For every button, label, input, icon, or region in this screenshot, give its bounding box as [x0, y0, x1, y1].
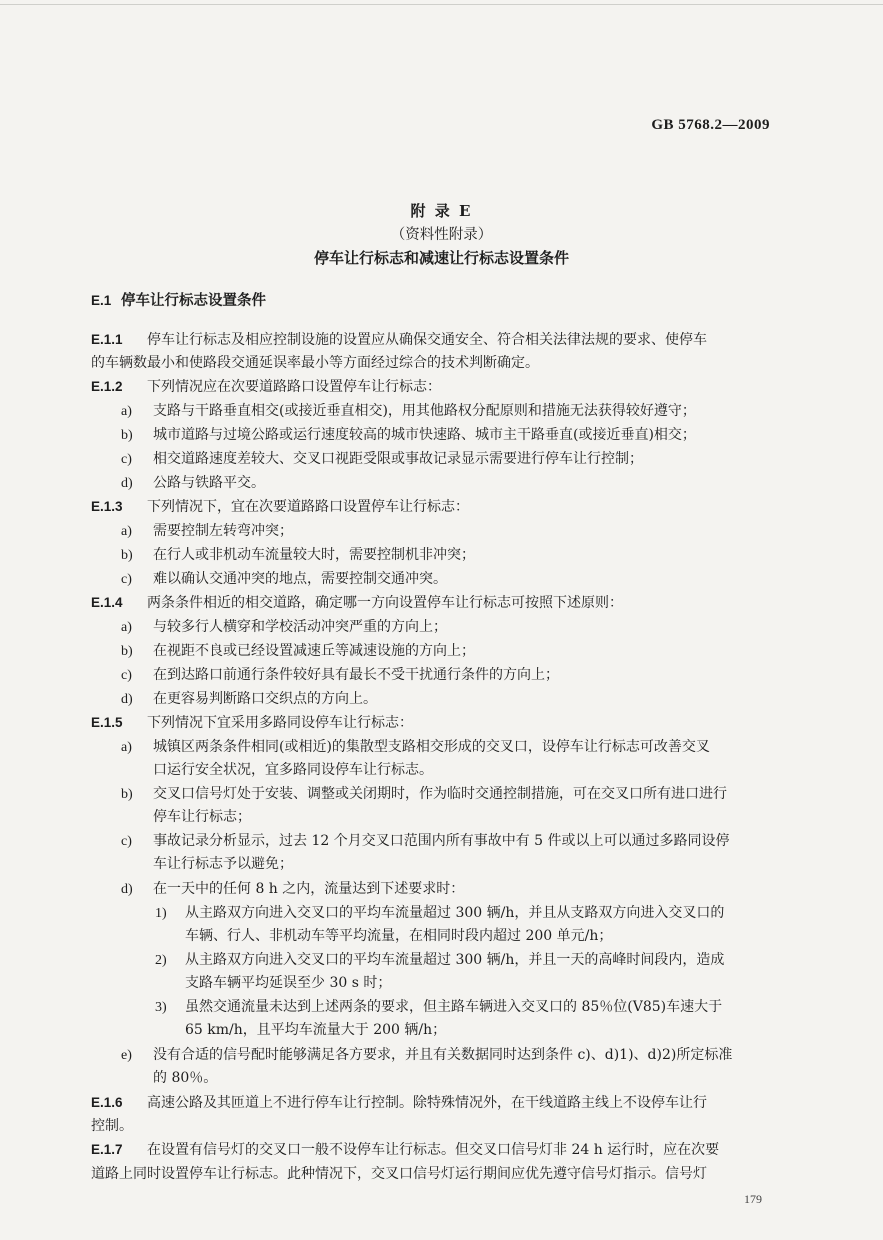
clause-line [91, 353, 791, 373]
clause-line [91, 330, 791, 350]
sub-item [155, 903, 855, 924]
section-heading [91, 291, 791, 311]
sub-item [155, 997, 855, 1018]
clause-number: E.1.3 [91, 499, 123, 514]
item-text: 在行人或非机动车流量较大时，需要控制机非冲突； [153, 547, 475, 563]
sub-item-text: 虽然交通流量未达到上述两条的要求，但主路车辆进入交叉口的 85％位(V85)车速大于 [185, 999, 723, 1015]
item-mark: c) [121, 834, 132, 849]
item-text: 在视距不良或已经设置减速丘等减速设施的方向上； [153, 643, 475, 659]
clause-number: E.1.5 [91, 715, 123, 730]
clause-text: 高速公路及其匝道上不进行停车让行控制。除特殊情况外，在干线道路主线上不设停车让行 [147, 1095, 707, 1111]
list-item [121, 449, 821, 470]
list-item [121, 425, 821, 446]
item-mark: c) [121, 572, 132, 587]
item-text: 停车让行标志； [153, 809, 251, 825]
sub-item-text: 从主路双方向进入交叉口的平均车流量超过 300 辆/h，并且一天的高峰时间段内，造成 [185, 952, 725, 968]
item-mark: b) [121, 548, 133, 563]
list-item [121, 545, 821, 566]
clause-line [91, 593, 791, 613]
clause-number: E.1.4 [91, 595, 123, 610]
list-item [121, 879, 821, 900]
list-item [121, 569, 821, 590]
item-text: 口运行安全状况，宜多路同设停车让行标志。 [153, 762, 433, 778]
list-item [121, 401, 821, 422]
sub-item-text: 支路车辆平均延误至少 30 s 时； [185, 975, 392, 991]
item-text: 事故记录分析显示，过去 12 个月交叉口范围内所有事故中有 5 件或以上可以通过多路同设停 [153, 833, 730, 849]
item-text: 相交道路速度差较大、交叉口视距受限或事故记录显示需要进行停车让行控制； [153, 451, 643, 467]
item-mark: b) [121, 428, 133, 443]
item-text: 城镇区两条条件相同(或相近)的集散型支路相交形成的交叉口，设停车让行标志可改善交叉 [153, 739, 710, 755]
appendix-type: （资料性附录） [390, 227, 493, 243]
clause-number: E.1.6 [91, 1095, 123, 1110]
list-item [121, 473, 821, 494]
appendix-title: 附 录 E [410, 202, 473, 220]
item-text: 公路与铁路平交。 [153, 475, 265, 491]
standard-code: GB 5768.2—2009 [651, 117, 770, 133]
item-text: 支路与干路垂直相交(或接近垂直相交)，用其他路权分配原则和措施无法获得较好遵守； [153, 403, 696, 419]
item-mark: b) [121, 644, 133, 659]
clause-text: 下列情况应在次要道路路口设置停车让行标志： [147, 379, 441, 395]
item-mark: c) [121, 668, 132, 683]
clause-text: 下列情况下宜采用多路同设停车让行标志： [147, 715, 413, 731]
clause-text: 两条条件相近的相交道路，确定哪一方向设置停车让行标志可按照下述原则： [147, 595, 623, 611]
appendix-subject: 停车让行标志和减速让行标志设置条件 [313, 249, 569, 267]
clause-number: E.1.7 [91, 1142, 123, 1157]
clause-text: 在设置有信号灯的交叉口一般不设停车让行标志。但交叉口信号灯非 24 h 运行时，应在次要 [147, 1142, 720, 1158]
clause-line [91, 1093, 791, 1113]
sub-item-cont [185, 973, 883, 993]
list-item [121, 617, 821, 638]
list-item [121, 665, 821, 686]
clause-text: 停车让行标志及相应控制设施的设置应从确保交通安全、符合相关法律法规的要求、使停车 [147, 332, 707, 348]
page-number: 179 [744, 1192, 762, 1206]
item-mark: a) [121, 404, 132, 419]
item-text: 与较多行人横穿和学校活动冲突严重的方向上； [153, 619, 447, 635]
sub-item-cont [185, 1020, 883, 1040]
item-mark: d) [121, 476, 133, 491]
list-item-cont [153, 807, 853, 827]
sub-item [155, 950, 855, 971]
sub-item-text: 65 km/h，且平均车流量大于 200 辆/h； [185, 1022, 447, 1038]
item-mark: d) [121, 692, 133, 707]
clause-text: 控制。 [91, 1118, 133, 1134]
list-item-cont [153, 1068, 853, 1088]
clause-line [91, 713, 791, 733]
item-mark: c) [121, 452, 132, 467]
section-number: E.1 [91, 293, 112, 308]
item-text: 交叉口信号灯处于安装、调整或关闭期时，作为临时交通控制措施，可在交叉口所有进口进行 [153, 786, 727, 802]
clause-number: E.1.1 [91, 332, 123, 347]
list-item [121, 737, 821, 758]
clause-text: 下列情况下，宜在次要道路路口设置停车让行标志： [147, 499, 469, 515]
item-text: 城市道路与过境公路或运行速度较高的城市快速路、城市主干路垂直(或接近垂直)相交； [153, 427, 696, 443]
list-item-cont [153, 760, 853, 780]
list-item-cont [153, 854, 853, 874]
item-text: 难以确认交通冲突的地点，需要控制交通冲突。 [153, 571, 447, 587]
section-title: 停车让行标志设置条件 [121, 292, 266, 309]
sub-item-text: 从主路双方向进入交叉口的平均车流量超过 300 辆/h，并且从支路双方向进入交叉口的 [185, 905, 725, 921]
item-mark: a) [121, 524, 132, 539]
list-item [121, 1045, 821, 1066]
item-text: 在到达路口前通行条件较好具有最长不受干扰通行条件的方向上； [153, 667, 559, 683]
list-item [121, 641, 821, 662]
list-item [121, 831, 821, 852]
item-text: 在更容易判断路口交织点的方向上。 [153, 691, 377, 707]
item-mark: a) [121, 620, 132, 635]
sub-item-cont [185, 926, 883, 946]
item-text: 车让行标志予以避免； [153, 856, 293, 872]
sub-item-text: 车辆、行人、非机动车等平均流量，在相同时段内超过 200 单元/h； [185, 928, 613, 944]
sub-item-mark: 2) [155, 953, 167, 968]
scan-artifact-line [0, 4, 883, 5]
item-mark: b) [121, 787, 133, 802]
item-mark: d) [121, 882, 133, 897]
sub-item-mark: 3) [155, 1000, 167, 1015]
clause-line [91, 377, 791, 397]
clause-text: 道路上同时设置停车让行标志。此种情况下，交叉口信号灯运行期间应优先遵守信号灯指示。信号灯 [91, 1166, 707, 1182]
clause-line [91, 1140, 791, 1160]
list-item [121, 784, 821, 805]
item-text: 需要控制左转弯冲突； [153, 523, 293, 539]
clause-line [91, 1116, 791, 1136]
item-mark: e) [121, 1048, 132, 1063]
item-text: 在一天中的任何 8 h 之内，流量达到下述要求时： [153, 881, 465, 897]
clause-text: 的车辆数最小和使路段交通延误率最小等方面经过综合的技术判断确定。 [91, 355, 539, 371]
clause-number: E.1.2 [91, 379, 123, 394]
item-text: 的 80％。 [153, 1070, 218, 1086]
item-mark: a) [121, 740, 132, 755]
item-text: 没有合适的信号配时能够满足各方要求，并且有关数据同时达到条件 c)、d)1)、d)2)所定标准 [153, 1047, 733, 1063]
clause-line [91, 497, 791, 517]
clause-line [91, 1164, 791, 1184]
list-item [121, 521, 821, 542]
list-item [121, 689, 821, 710]
sub-item-mark: 1) [155, 906, 167, 921]
